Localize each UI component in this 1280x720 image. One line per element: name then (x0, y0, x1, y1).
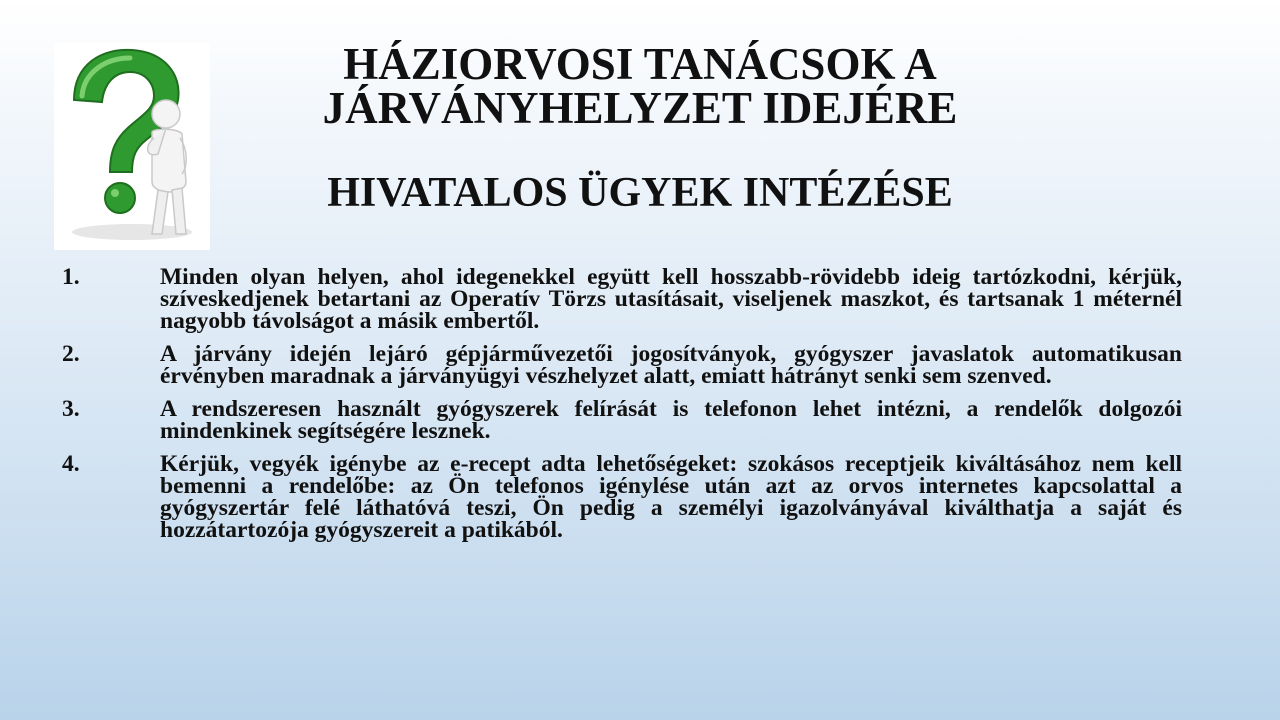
list-item (62, 343, 1182, 387)
list-item-number: 2. (62, 341, 80, 367)
question-mark-figure-icon (54, 42, 210, 250)
list-item (62, 398, 1182, 442)
list-item-text: Kérjük, vegyék igénybe az e-recept adta lehetőségeket: szokásos receptjeik kiváltásához nem kell bemenni a rendelőbe: az Ön telefonos igénylése után azt az orvos internetes kapcsolattal a gyógyszertár felé láthatóvá teszi, Ön pedig a személyi igazolványával kiválthatja a saját és hozzátartozója gyógyszereit a patikából. (160, 451, 1182, 543)
list-item (62, 453, 1182, 541)
list-item-number: 4. (62, 451, 80, 477)
list-item (62, 266, 1182, 332)
page-title (215, 39, 1065, 133)
advice-list (62, 266, 1182, 552)
list-item-text: A rendszeresen használt gyógyszerek felírását is telefonon lehet intézni, a rendelők dolgozói mindenkinek segítségére lesznek. (160, 396, 1182, 444)
list-item-text: Minden olyan helyen, ahol idegenekkel együtt kell hosszabb-rövidebb ideig tartózkodni, kérjük, szíveskedjenek betartani az Operatív Törzs utasításait, viseljenek maszkot, és tartsanak 1 méternél nagyobb távolságot a másik embertől. (160, 264, 1182, 334)
list-item-text: A járvány idején lejáró gépjárművezetői jogosítványok, gyógyszer javaslatok automatikusan érvényben maradnak a járványügyi vészhelyzet alatt, emiatt hátrányt senki sem szenved. (160, 341, 1182, 389)
page-subtitle: HIVATALOS ÜGYEK INTÉZÉSE (327, 170, 953, 216)
list-item-number: 1. (62, 264, 80, 290)
list-item-number: 3. (62, 396, 80, 422)
title-line-2: JÁRVÁNYHELYZET IDEJÉRE (322, 83, 958, 133)
title-line-1: HÁZIORVOSI TANÁCSOK A (343, 39, 937, 89)
